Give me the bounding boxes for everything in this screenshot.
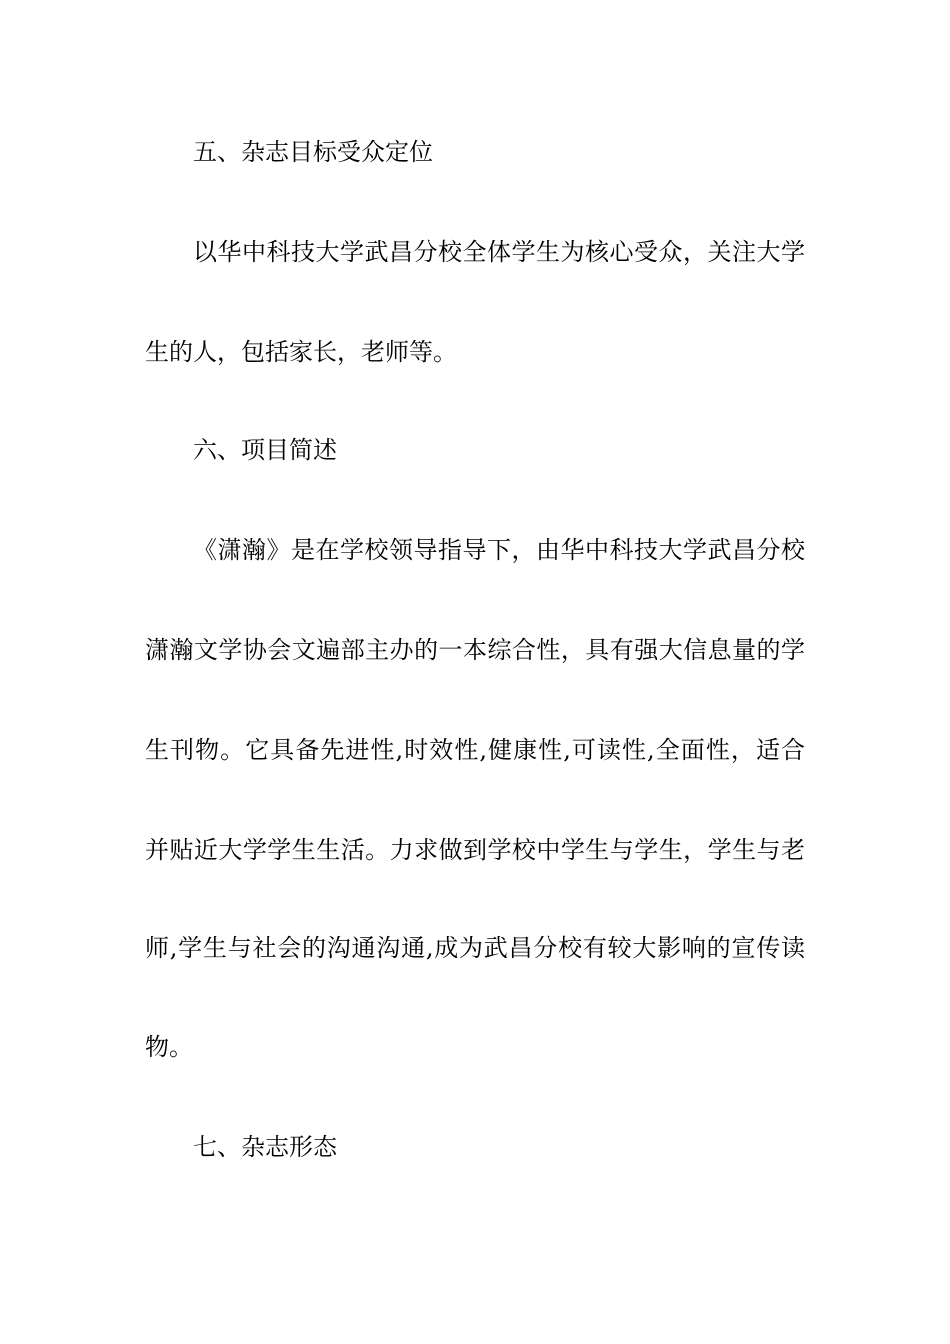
section-6-paragraph-line-2: 潇瀚文学协会文遍部主办的一本综合性，具有强大信息量的学 — [145, 636, 805, 664]
section-5-paragraph-line-2: 生的人，包括家长，老师等。 — [145, 338, 457, 366]
section-6-paragraph-line-3: 生刊物。它具备先进性,时效性,健康性,可读性,全面性，适合 — [145, 736, 805, 764]
section-5-paragraph-line-1: 以华中科技大学武昌分校全体学生为核心受众，关注大学 — [193, 238, 805, 266]
section-6-paragraph-line-1: 《潇瀚》是在学校领导指导下，由华中科技大学武昌分校 — [193, 536, 805, 564]
section-6-heading: 六、项目简述 — [193, 436, 337, 464]
section-7-heading: 七、杂志形态 — [193, 1133, 337, 1161]
section-5-heading: 五、杂志目标受众定位 — [193, 138, 433, 166]
section-6-paragraph-line-6: 物。 — [145, 1033, 193, 1061]
section-6-paragraph-line-4: 并贴近大学学生生活。力求做到学校中学生与学生，学生与老 — [145, 836, 805, 864]
section-6-paragraph-line-5: 师,学生与社会的沟通沟通,成为武昌分校有较大影响的宣传读 — [145, 934, 805, 962]
